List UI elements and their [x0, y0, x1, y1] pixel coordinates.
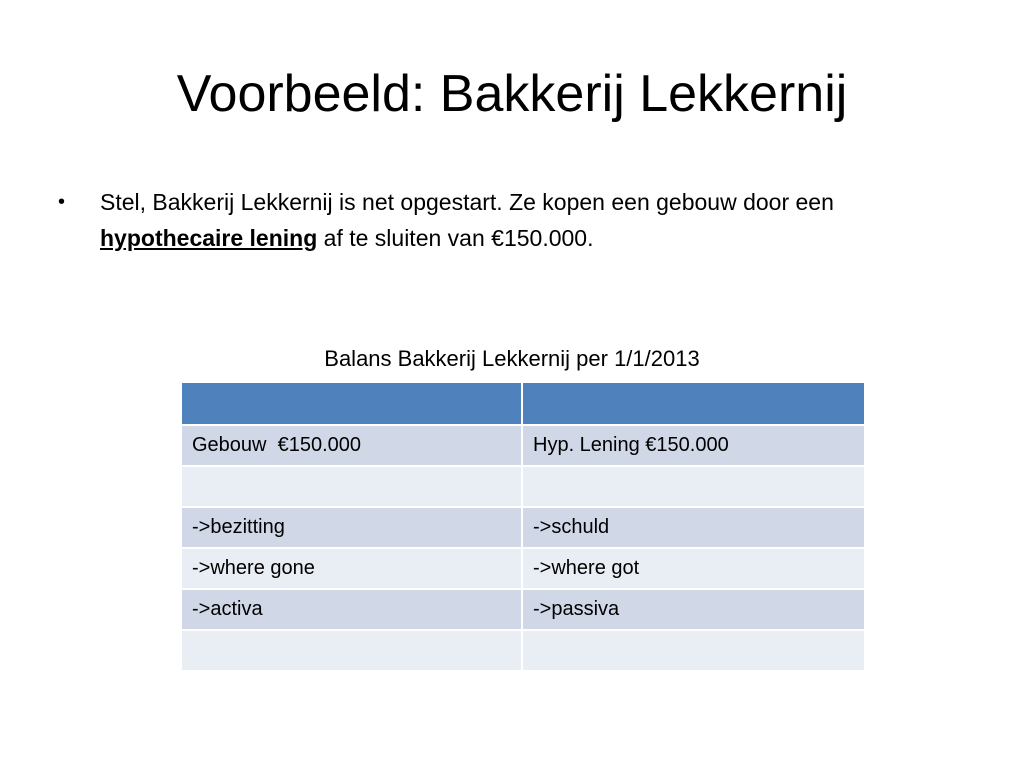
table-cell-liabilities: Hyp. Lening €150.000 — [522, 425, 864, 466]
bullet-text-before: Stel, Bakkerij Lekkernij is net opgestart. Ze kopen een gebouw door een — [100, 189, 834, 215]
slide-title: Voorbeeld: Bakkerij Lekkernij — [176, 65, 848, 123]
table-cell-assets — [182, 466, 522, 507]
table-header-cell-left — [182, 383, 522, 425]
bullet-text — [100, 184, 958, 256]
table-cell-assets: ->bezitting — [182, 507, 522, 548]
table-row — [182, 548, 864, 589]
table-header-cell-right — [522, 383, 864, 425]
table-row — [182, 507, 864, 548]
table-cell-assets: ->where gone — [182, 548, 522, 589]
table-cell-liabilities: ->where got — [522, 548, 864, 589]
table-caption: Balans Bakkerij Lekkernij per 1/1/2013 — [324, 346, 700, 371]
table-cell-assets — [182, 630, 522, 671]
bullet-term: hypothecaire lening — [100, 225, 318, 251]
bullet-mark: • — [58, 191, 66, 213]
table-header-row — [182, 383, 864, 425]
table-cell-liabilities: ->passiva — [522, 589, 864, 630]
bullet-text-after: af te sluiten van €150.000. — [317, 225, 594, 251]
table-cell-liabilities: ->schuld — [522, 507, 864, 548]
table-row — [182, 589, 864, 630]
table-row — [182, 630, 864, 671]
table-row — [182, 425, 864, 466]
table-cell-assets: ->activa — [182, 589, 522, 630]
table-cell-liabilities — [522, 466, 864, 507]
balance-table — [182, 383, 864, 672]
table-cell-assets: Gebouw €150.000 — [182, 425, 522, 466]
table-row — [182, 466, 864, 507]
bullet-item — [58, 184, 958, 256]
table-cell-liabilities — [522, 630, 864, 671]
